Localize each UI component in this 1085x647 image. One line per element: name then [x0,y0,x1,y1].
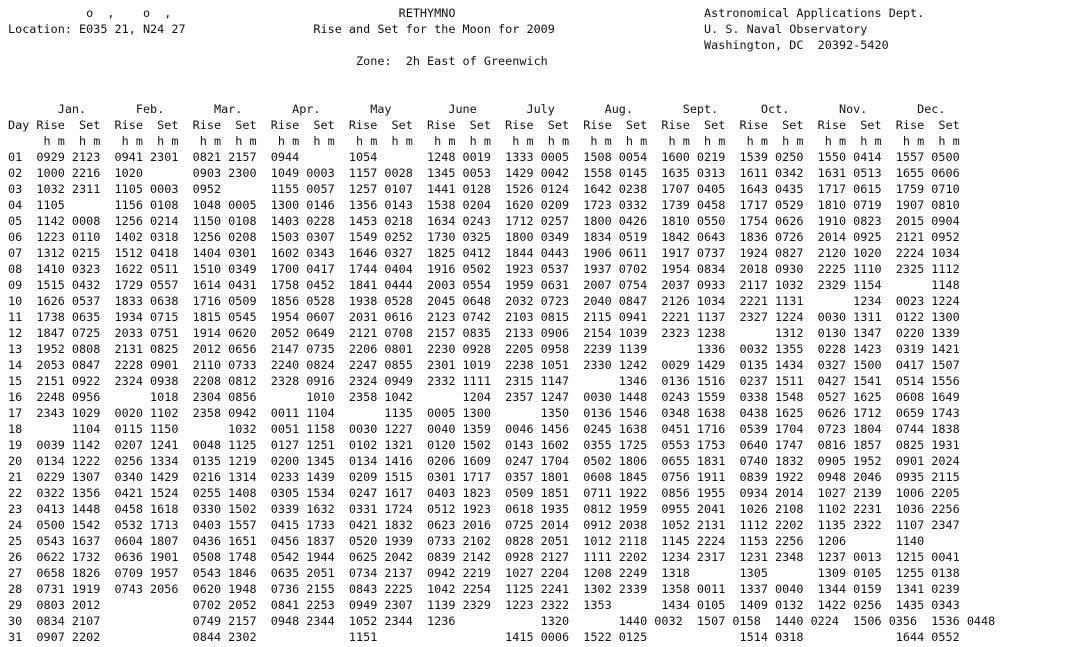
table-row: 09 1515 0432 1729 0557 1614 0431 1758 0452 1841 0444 2003 0554 1959 0631 2007 0754 2037 0933 2117 1032 2329 1154 1148 [8,278,960,292]
header-line: o , o , RETHYMNO Astronomical Applications Dept. [8,6,925,20]
header-line: Washington, DC 20392-5420 [8,38,925,52]
table-row: 03 1032 2311 1105 0003 0952 1155 0057 1257 0107 1441 0128 1526 0124 1642 0238 1707 0405 1643 0435 1717 0615 1759 0710 [8,182,960,196]
table-row: 12 1847 0725 2033 0751 1914 0620 2052 0649 2121 0708 2157 0835 2133 0906 2154 1039 2323 1238 1312 0130 1347 0220 1339 [8,326,960,340]
table-row: 16 2248 0956 1018 2304 0856 1010 2358 1042 1204 2357 1247 0030 1448 0243 1559 0338 1548 0527 1625 0608 1649 [8,390,960,404]
table-row: 17 2343 1029 0020 1102 2358 0942 0011 1104 1135 0005 1300 1350 0136 1546 0348 1638 0438 1625 0626 1712 0659 1743 [8,406,960,420]
table-row: 25 0543 1637 0604 1807 0436 1651 0456 1837 0520 1939 0733 2102 0828 2051 1012 2118 1145 2224 1153 2256 1206 1140 [8,534,960,548]
table-row: 27 0658 1826 0709 1957 0543 1846 0635 2051 0734 2137 0942 2219 1027 2204 1208 2249 1318 1305 1309 0105 1255 0138 [8,566,960,580]
table-row: 11 1738 0635 1934 0715 1815 0545 1954 0607 2031 0616 2123 0742 2103 0815 2115 0941 2221 1137 2327 1224 0030 1311 0122 1300 [8,310,960,324]
table-row: 28 0731 1919 0743 2056 0620 1948 0736 2155 0843 2225 1042 2254 1125 2241 1302 2339 1358 0011 1337 0040 1344 0159 1341 0239 [8,582,960,596]
table-row: 30 0834 2107 0749 2157 0948 2344 1052 2344 1236 1320 1440 0032 1507 0158 1440 0224 1506 0356 1536 0448 [8,614,996,628]
table-row: 08 1410 0323 1622 0511 1510 0349 1700 0417 1744 0404 1916 0502 1923 0537 1937 0702 1954 0834 2018 0930 2225 1110 2325 1112 [8,262,960,276]
table-row: 19 0039 1142 0207 1241 0048 1125 0127 1251 0102 1321 0120 1502 0143 1602 0355 1725 0553 1753 0640 1747 0816 1857 0825 1931 [8,438,960,452]
table-row: 14 2053 0847 2228 0901 2110 0733 2240 0824 2247 0855 2301 1019 2238 1051 2330 1242 0029 1429 0135 1434 0327 1500 0417 1507 [8,358,960,372]
table-row: 20 0134 1222 0256 1334 0135 1219 0200 1345 0134 1416 0206 1609 0247 1704 0502 1806 0655 1831 0740 1832 0905 1952 0901 2024 [8,454,960,468]
table-row: 06 1223 0110 1402 0318 1256 0208 1503 0307 1549 0252 1730 0325 1800 0349 1834 0519 1842 0643 1836 0726 2014 0925 2121 0952 [8,230,960,244]
blank-line [8,85,1085,101]
table-row: 10 1626 0537 1833 0638 1716 0509 1856 0528 1938 0528 2045 0648 2032 0723 2040 0847 2126 1034 2221 1131 1234 0023 1224 [8,294,960,308]
table-row: 26 0622 1732 0636 1901 0508 1748 0542 1944 0625 2042 0839 2142 0928 2127 1111 2202 1234 2317 1231 2348 1237 0013 1215 0041 [8,550,960,564]
table-row: 24 0500 1542 0532 1713 0403 1557 0415 1733 0421 1832 0623 2016 0725 2014 0912 2038 1052 2131 1112 2202 1135 2322 1107 2347 [8,518,960,532]
blank-line [8,69,1085,85]
table-row: 15 2151 0922 2324 0938 2208 0812 2328 0916 2324 0949 2332 1111 2315 1147 1346 0136 1516 0237 1511 0427 1541 0514 1556 [8,374,960,388]
month-header: Jan. Feb. Mar. Apr. May June July Aug. Sept. Oct. Nov. Dec. [8,102,960,116]
table-row: 18 1104 0115 1150 1032 0051 1158 0030 1227 0040 1359 0046 1456 0245 1638 0451 1716 0539 1704 0723 1804 0744 1838 [8,422,960,436]
table-rows [8,149,1085,645]
table-row: 31 0907 2202 0844 2302 1151 1415 0006 1522 0125 1514 0318 1644 0552 [8,630,960,644]
table-row: 01 0929 2123 0941 2301 0821 2157 0944 1054 1248 0019 1333 0005 1508 0054 1600 0219 1539 0250 1550 0414 1557 0500 [8,150,960,164]
table-row: 05 1142 0008 1256 0214 1150 0108 1403 0228 1453 0218 1634 0243 1712 0257 1800 0426 1810 0550 1754 0626 1910 0823 2015 0904 [8,214,960,228]
table-row: 23 0413 1448 0458 1618 0330 1502 0339 1632 0331 1724 0512 1923 0618 1935 0812 1959 0955 2041 1026 2108 1102 2231 1036 2256 [8,502,960,516]
table-row: 02 1000 2216 1020 0903 2300 1049 0003 1157 0028 1345 0053 1429 0042 1558 0145 1635 0313 1611 0342 1631 0513 1655 0606 [8,166,960,180]
unit-header: h m h m h m h m h m h m h m h m h m h m h m h m h m h m h m h m h m h m h m h m h m h m h m h m [8,134,960,148]
table-row: 21 0229 1307 0340 1429 0216 1314 0233 1439 0209 1515 0301 1717 0357 1801 0608 1845 0756 1911 0839 1922 0948 2046 0935 2115 [8,470,960,484]
table-row: 22 0322 1356 0421 1524 0255 1408 0305 1534 0247 1617 0403 1823 0509 1851 0711 1922 0856 1955 0934 2014 1027 2139 1006 2205 [8,486,960,500]
table-row: 29 0803 2012 0702 2052 0841 2253 0949 2307 1139 2329 1223 2322 1353 1434 0105 1409 0132 1422 0256 1435 0343 [8,598,960,612]
table-row: 13 1952 0808 2131 0825 2012 0656 2147 0735 2206 0801 2230 0928 2205 0958 2239 1139 1336 0032 1355 0228 1423 0319 1421 [8,342,960,356]
header-line: Location: E035 21, N24 27 Rise and Set for the Moon for 2009 U. S. Naval Observatory [8,22,925,36]
table-row: 04 1105 1156 0108 1048 0005 1300 0146 1356 0143 1538 0204 1620 0209 1723 0332 1739 0458 1717 0529 1810 0719 1907 0810 [8,198,960,212]
table-row: 07 1312 0215 1512 0418 1404 0301 1602 0343 1646 0327 1825 0412 1844 0443 1906 0611 1917 0737 1924 0827 2120 1020 2224 1034 [8,246,960,260]
zone-line: Zone: 2h East of Greenwich [8,54,925,68]
column-header: Day Rise Set Rise Set Rise Set Rise Set Rise Set Rise Set Rise Set Rise Set Rise Set Rise Set Rise Set Rise Set [8,118,960,132]
